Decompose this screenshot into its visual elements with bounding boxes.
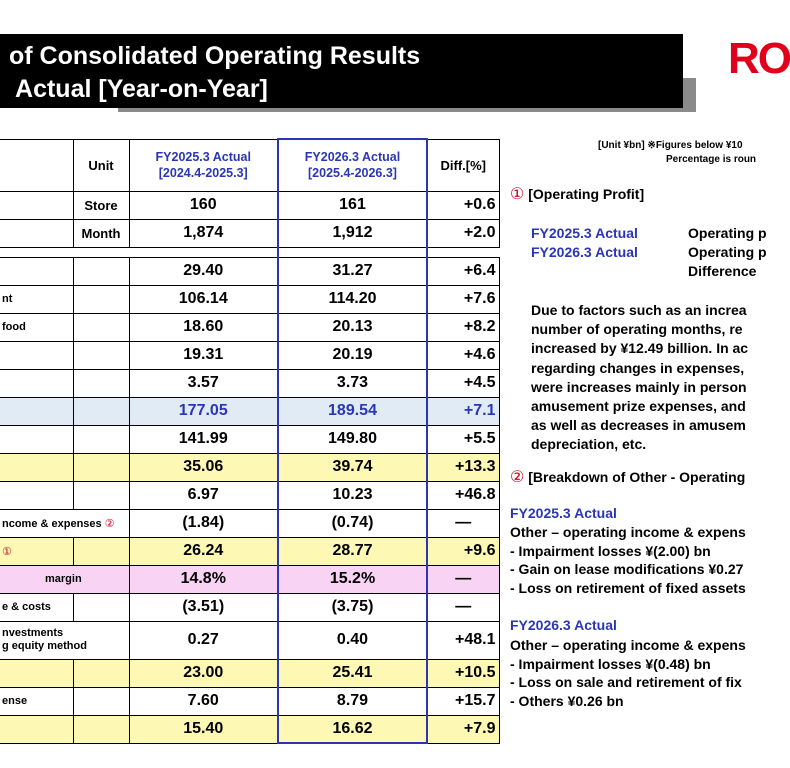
row-value-fy2026: 25.41: [278, 659, 427, 687]
marker-2-icon: ②: [510, 469, 525, 486]
row-unit: [73, 593, 129, 621]
table-row: [0, 257, 499, 285]
row-label: [0, 191, 73, 219]
row-value-fy2026: (3.75): [278, 593, 427, 621]
table-row: [0, 565, 499, 593]
row-label: [0, 257, 73, 285]
row-label: [0, 341, 73, 369]
row-diff: +7.9: [427, 715, 499, 743]
list-item: - Loss on sale and retirement of fix: [510, 674, 742, 690]
paragraph-line: increased by ¥12.49 billion. In ac: [531, 340, 749, 357]
table-row: [0, 341, 499, 369]
row-unit: Store: [73, 191, 129, 219]
row-value-fy2026: 16.62: [278, 715, 427, 743]
row-label: [0, 715, 73, 743]
row-unit: [73, 453, 129, 481]
table-row: [0, 687, 499, 715]
table-row: [0, 397, 499, 425]
row-label: [0, 453, 73, 481]
row-value-fy2026: 20.13: [278, 313, 427, 341]
marker-1-icon: ①: [2, 545, 12, 558]
row-label: [0, 397, 73, 425]
row-label-line-1: nvestments: [2, 627, 64, 639]
table-row: [0, 191, 499, 219]
row-value-fy2025: 160: [129, 191, 278, 219]
row-value-fy2026: 189.54: [278, 397, 427, 425]
section1-fy2026-text: Operating p: [688, 244, 767, 260]
table-header-row: [0, 139, 499, 191]
results-table: [0, 138, 500, 744]
paragraph-line: depreciation, etc.: [531, 436, 647, 453]
list-item: - Impairment losses ¥(2.00) bn: [510, 542, 711, 559]
row-value-fy2025: 35.06: [129, 453, 278, 481]
header-fy2026: [278, 139, 427, 191]
row-diff: +5.5: [427, 425, 499, 453]
table-row: [0, 621, 499, 659]
table-row: [0, 659, 499, 687]
row-diff: —: [427, 593, 499, 621]
list-item: - Loss on retirement of fixed assets: [510, 579, 746, 596]
section1-heading: [510, 184, 644, 204]
section1-difference: Difference: [688, 263, 757, 279]
row-unit: [73, 369, 129, 397]
unit-note: [598, 139, 756, 167]
gap-cell: [73, 247, 129, 257]
row-diff: +6.4: [427, 257, 499, 285]
row-label: [0, 219, 73, 247]
row-diff: —: [427, 509, 499, 537]
header-fy2025: [129, 139, 278, 191]
row-label-other-income: [0, 509, 129, 537]
row-diff: +2.0: [427, 219, 499, 247]
table-row: [0, 509, 499, 537]
row-diff: +7.1: [427, 397, 499, 425]
row-value-fy2026: 161: [278, 191, 427, 219]
paragraph-line: as well as decreases in amusem: [531, 417, 746, 434]
paragraph-line: were increases mainly in person: [531, 378, 747, 395]
row-value-fy2026: 31.27: [278, 257, 427, 285]
row-diff: +13.3: [427, 453, 499, 481]
table-row: [0, 425, 499, 453]
row-value-fy2025: 3.57: [129, 369, 278, 397]
table-row: [0, 313, 499, 341]
row-label: [0, 425, 73, 453]
row-unit: [73, 687, 129, 715]
gap-cell: [0, 247, 73, 257]
gap-cell: [129, 247, 278, 257]
row-value-fy2026: 3.73: [278, 369, 427, 397]
section1-paragraph: [531, 301, 748, 455]
row-value-fy2025: 26.24: [129, 537, 278, 565]
row-value-fy2025: 14.8%: [129, 565, 278, 593]
section2-fy2026-list: [510, 636, 746, 710]
row-value-fy2025: (1.84): [129, 509, 278, 537]
row-unit: [73, 481, 129, 509]
header-fy2025-title: FY2025.3 Actual: [155, 150, 251, 164]
row-value-fy2025: (3.51): [129, 593, 278, 621]
row-unit: Month: [73, 219, 129, 247]
section2-fy2025-list: [510, 523, 746, 597]
list-item: - Gain on lease modifications ¥0.27: [510, 561, 744, 577]
row-diff: +10.5: [427, 659, 499, 687]
list-item: Other – operating income & expens: [510, 637, 746, 653]
row-value-fy2026: 1,912: [278, 219, 427, 247]
row-value-fy2025: 19.31: [129, 341, 278, 369]
row-value-fy2025: 15.40: [129, 715, 278, 743]
row-label: food: [0, 313, 73, 341]
unit-note-line-1: [Unit ¥bn] ※Figures below ¥10: [598, 140, 743, 151]
row-unit: [73, 425, 129, 453]
gap-cell: [427, 247, 499, 257]
header-fy2025-period: [2024.4-2025.3]: [158, 166, 248, 180]
row-value-fy2026: (0.74): [278, 509, 427, 537]
header-fy2026-period: [2025.4-2026.3]: [308, 166, 397, 181]
row-value-fy2025: 106.14: [129, 285, 278, 313]
section2-heading: [510, 467, 745, 487]
table-row: [0, 219, 499, 247]
row-diff: —: [427, 565, 499, 593]
row-diff: +15.7: [427, 687, 499, 715]
row-unit: [73, 537, 129, 565]
row-value-fy2025: 29.40: [129, 257, 278, 285]
list-item: - Impairment losses ¥(0.48) bn: [510, 655, 711, 672]
row-unit: [73, 285, 129, 313]
table-row: [0, 715, 499, 743]
header-label-cell: [0, 139, 73, 191]
table-row: [0, 369, 499, 397]
row-label: [0, 659, 73, 687]
row-value-fy2025: 7.60: [129, 687, 278, 715]
paragraph-line: Due to factors such as an increa: [531, 302, 747, 318]
table-row: [0, 285, 499, 313]
section1-fy2026-label: FY2026.3 Actual: [531, 244, 638, 260]
row-diff: +46.8: [427, 481, 499, 509]
paragraph-line: regarding changes in expenses,: [531, 359, 745, 376]
row-value-fy2025: 0.27: [129, 621, 278, 659]
row-value-fy2025: 1,874: [129, 219, 278, 247]
header-unit: Unit: [73, 139, 129, 191]
row-label: [0, 481, 73, 509]
list-item: Other – operating income & expens: [510, 524, 746, 540]
header-fy2026-title: FY2026.3 Actual: [304, 150, 401, 165]
section2-fy2026-heading: FY2026.3 Actual: [510, 617, 617, 633]
row-value-fy2025: 177.05: [129, 397, 278, 425]
row-value-fy2026: 114.20: [278, 285, 427, 313]
row-unit: [73, 313, 129, 341]
row-value-fy2026: 20.19: [278, 341, 427, 369]
row-diff: +0.6: [427, 191, 499, 219]
row-value-fy2026: 8.79: [278, 687, 427, 715]
row-label-line-2: g equity method: [2, 640, 87, 652]
row-unit: [73, 715, 129, 743]
section2-fy2025-heading: FY2025.3 Actual: [510, 505, 617, 521]
row-label: e & costs: [0, 593, 73, 621]
row-value-fy2025: 6.97: [129, 481, 278, 509]
row-label: [0, 537, 73, 565]
row-unit: [73, 257, 129, 285]
row-value-fy2026: 39.74: [278, 453, 427, 481]
row-diff: +4.6: [427, 341, 499, 369]
list-item: - Others ¥0.26 bn: [510, 692, 624, 709]
section2-heading-text: [Breakdown of Other - Operating: [528, 469, 746, 485]
marker-2-icon: ②: [104, 517, 115, 530]
table-row: [0, 537, 499, 565]
row-diff: +8.2: [427, 313, 499, 341]
row-value-fy2026: 149.80: [278, 425, 427, 453]
paragraph-line: number of operating months, re: [531, 321, 743, 338]
table-row: [0, 481, 499, 509]
row-label: nt: [0, 285, 73, 313]
row-diff: +9.6: [427, 537, 499, 565]
table-gap-row: [0, 247, 499, 257]
table-row: [0, 593, 499, 621]
marker-1-icon: ①: [510, 186, 525, 203]
company-logo: RO: [728, 34, 790, 83]
row-diff: +48.1: [427, 621, 499, 659]
gap-cell: [278, 247, 427, 257]
section1-heading-text: [Operating Profit]: [528, 186, 645, 202]
section1-fy2025-text: Operating p: [688, 225, 767, 241]
row-label: ense: [0, 687, 73, 715]
row-unit: [73, 341, 129, 369]
row-unit: [73, 659, 129, 687]
row-value-fy2026: 0.40: [278, 621, 427, 659]
row-value-fy2025: 23.00: [129, 659, 278, 687]
row-value-fy2026: 10.23: [278, 481, 427, 509]
row-diff: +4.5: [427, 369, 499, 397]
table-row: [0, 453, 499, 481]
row-value-fy2025: 18.60: [129, 313, 278, 341]
row-diff: +7.6: [427, 285, 499, 313]
row-label: margin: [0, 565, 129, 593]
title-line-2: Actual [Year-on-Year]: [9, 75, 268, 103]
row-label: [0, 369, 73, 397]
row-value-fy2026: 15.2%: [278, 565, 427, 593]
paragraph-line: amusement prize expenses, and: [531, 398, 746, 415]
page-title: [0, 34, 683, 108]
row-label: [0, 621, 129, 659]
unit-note-line-2: Percentage is roun: [666, 154, 757, 165]
section1-fy2025-label: FY2025.3 Actual: [531, 225, 638, 241]
row-unit: [73, 397, 129, 425]
row-label: ncome & expenses: [2, 517, 102, 530]
title-line-1: of Consolidated Operating Results: [9, 42, 421, 70]
header-diff: Diff.[%]: [427, 139, 499, 191]
row-value-fy2026: 28.77: [278, 537, 427, 565]
row-value-fy2025: 141.99: [129, 425, 278, 453]
